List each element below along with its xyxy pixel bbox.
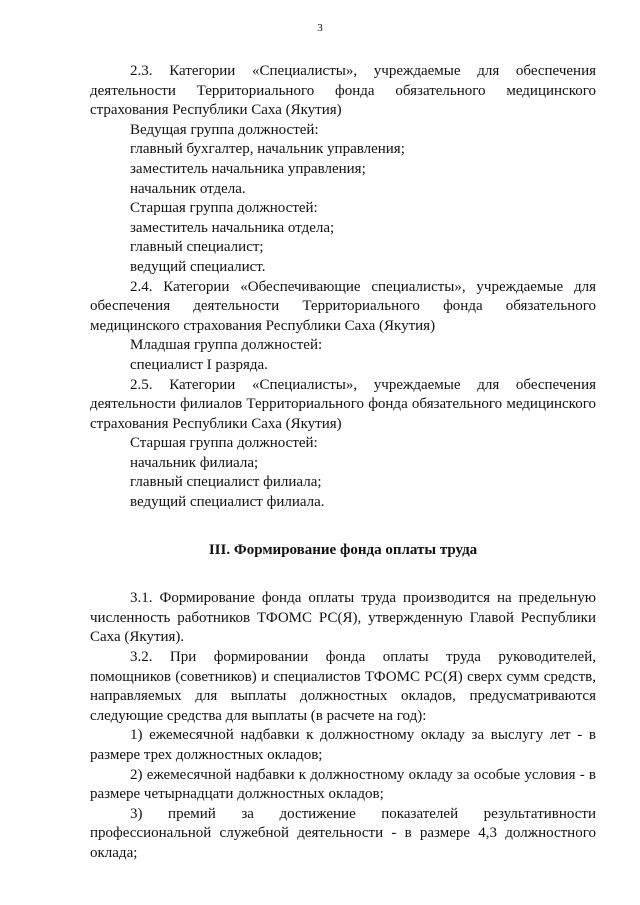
paragraph-2-5: 2.5. Категории «Специалисты», учреждаемые для обеспечения деятельности филиалов Территориального фонда обязательного медицинского страхования Республики Саха (Якутия): [90, 376, 596, 432]
list-line: ведущий специалист.: [130, 258, 266, 275]
list-item: 2) ежемесячной надбавки к должностному окладу за особые условия - в размере четырнадцати должностных окладов;: [90, 766, 596, 803]
list-line: заместитель начальника отдела;: [130, 219, 335, 236]
list-line: ведущий специалист филиала.: [130, 494, 325, 511]
section-heading: III. Формирование фонда оплаты труда: [208, 541, 478, 558]
paragraph-3-2: 3.2. При формировании фонда оплаты труда руководителей, помощников (советников) и специалистов ТФОМС РС(Я) сверх сумм средств, направляемых для выплаты должностных окладов, предусматриваются следующие средства для выплаты (в расчете на год):: [90, 649, 596, 724]
paragraph-3-1: 3.1. Формирование фонда оплаты труда производится на предельную численность работников ТФОМС РС(Я), утвержденную Главой Республики Саха (Якутия).: [90, 590, 596, 646]
list-line: главный бухгалтер, начальник управления;: [130, 141, 405, 158]
list-line: главный специалист филиала;: [130, 474, 322, 491]
list-item: 1) ежемесячной надбавки к должностному окладу за выслугу лет - в размере трех должностных окладов;: [90, 727, 596, 763]
page-number: 3: [317, 22, 323, 34]
list-line: начальник отдела.: [130, 180, 246, 197]
list-line: Ведущая группа должностей:: [130, 121, 319, 138]
list-line: Старшая группа должностей:: [130, 200, 318, 217]
document-body: [90, 62, 596, 864]
list-line: заместитель начальника управления;: [130, 160, 366, 177]
list-line: начальник филиала;: [130, 454, 259, 471]
list-line: главный специалист;: [130, 239, 264, 256]
paragraph-2-4: 2.4. Категории «Обеспечивающие специалисты», учреждаемые для обеспечения деятельности Территориального фонда обязательного медицинского страхования Республики Саха (Якутия): [90, 278, 596, 334]
list-line: специалист I разряда.: [130, 356, 268, 373]
list-line: Старшая группа должностей:: [130, 435, 318, 452]
paragraph-2-3: 2.3. Категории «Специалисты», учреждаемые для обеспечения деятельности Территориального фонда обязательного медицинского страхования Республики Саха (Якутия): [90, 63, 596, 119]
list-line: Младшая группа должностей:: [130, 337, 323, 354]
list-item: 3) премий за достижение показателей результативности профессиональной служебной деятельности - в размере 4,3 должностного оклада;: [90, 805, 596, 861]
